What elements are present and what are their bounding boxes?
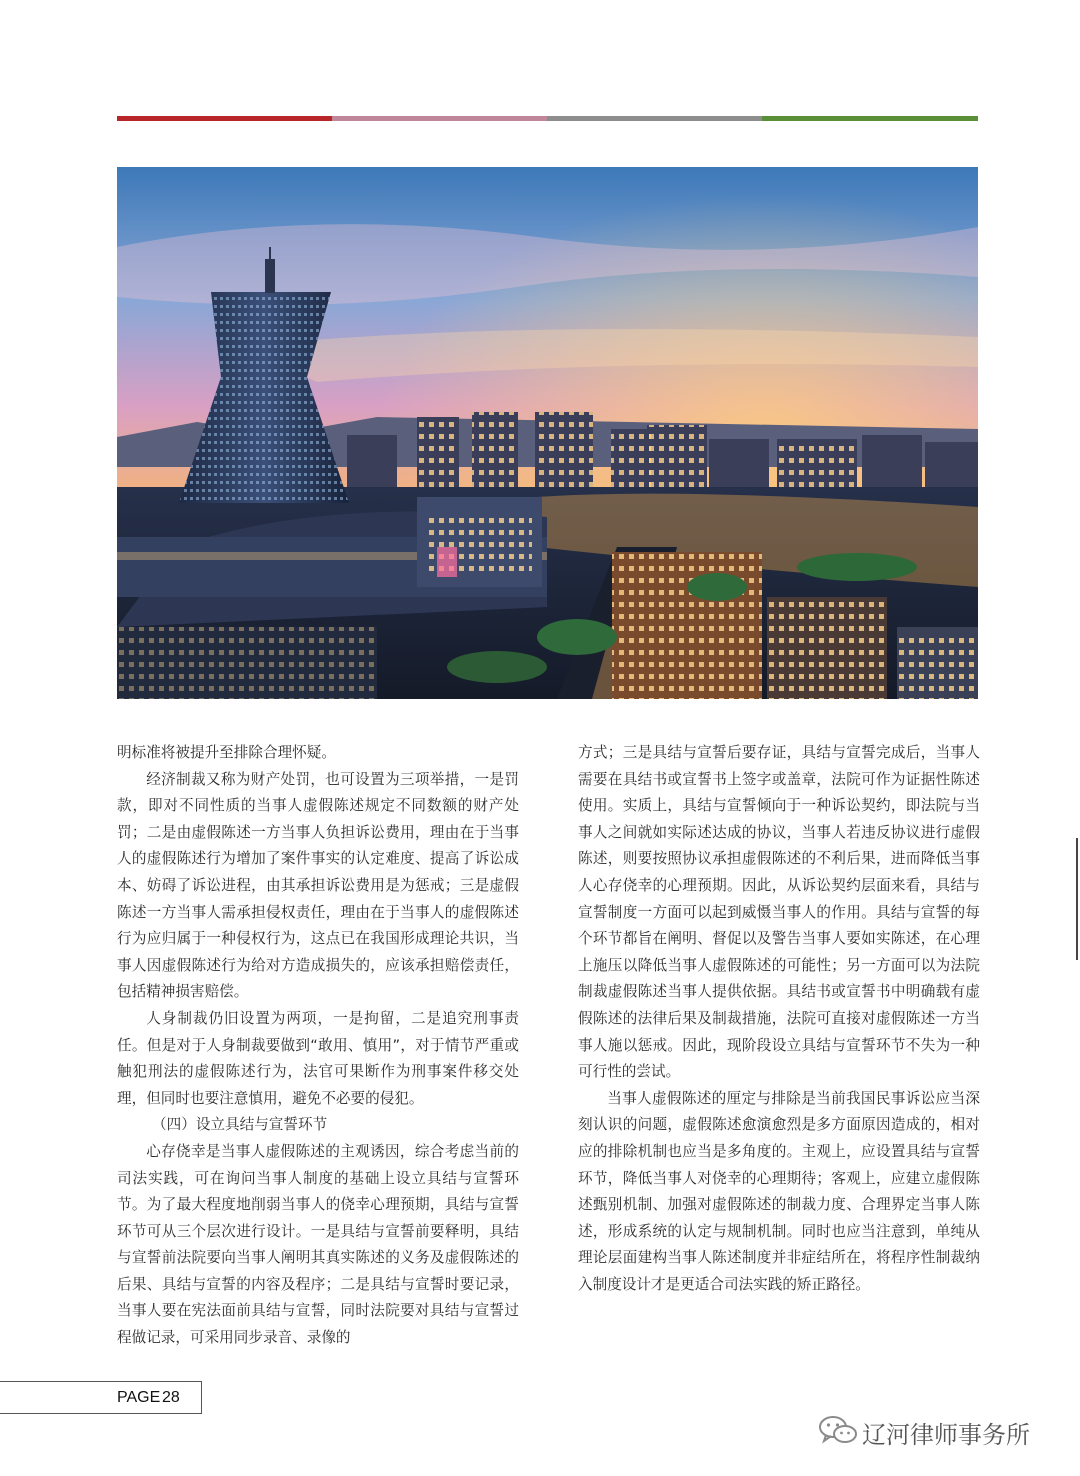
paragraph: 心存侥幸是当事人虚假陈述的主观诱因，综合考虑当前的司法实践，可在询问当事人制度的基础上设立具结与宣誓环节。为了最大程度地削弱当事人的侥幸心理预期，具结与宣誓环节可从三个层次进行设计。一是具结与宣誓前要释明，具结与宣誓前法院要向当事人阐明其真实陈述的义务及虚假陈述的后果、具结与宣誓的内容及程序；二是具结与宣誓时要记录，当事人要在宪法面前具结与宣誓，同时法院要对具结与宣誓过程做记录，可采用同步录音、录像的 xyxy=(117,1142,519,1347)
paragraph: 人身制裁仍旧设置为两项，一是拘留，二是追究刑事责任。但是对于人身制裁要做到“敢用、慎用”，对于情节严重或触犯刑法的虚假陈述行为，法官可果断作为刑事案件移交处理，但同时也要注意慎用，避免不必要的侵犯。 xyxy=(117,1009,519,1107)
header-stripe-pink xyxy=(332,116,547,121)
header-stripe-green xyxy=(762,116,978,121)
header-stripe-gray xyxy=(547,116,762,121)
paragraph: 方式；三是具结与宣誓后要存证，具结与宣誓完成后，当事人需要在具结书或宣誓书上签字或盖章，法院可作为证据性陈述使用。实质上，具结与宣誓倾向于一种诉讼契约，即法院与当事人之间就如实际述达成的协议，当事人若违反协议进行虚假陈述，则要按照协议承担虚假陈述的不利后果，进而降低当事人心存侥幸的心理预期。因此，从诉讼契约层面来看，具结与宣誓制度一方面可以起到威慑当事人的作用。具结与宣誓的每个环节都旨在阐明、督促以及警告当事人要如实陈述，在心理上施压以降低当事人虚假陈述的可能性；另一方面可以为法院制裁虚假陈述当事人提供依据。具结书或宣誓书中明确载有虚假陈述的法律后果及制裁措施，法院可直接对虚假陈述一方当事人施以惩戒。因此，现阶段设立具结与宣誓环节不失为一种可行性的尝试。 xyxy=(578,744,980,1081)
paragraph: 当事人虚假陈述的厘定与排除是当前我国民事诉讼应当深刻认识的问题，虚假陈述愈演愈烈是多方面原因造成的，相对应的排除机制也应当是多角度的。主观上，应设置具结与宣誓环节，降低当事人对侥幸的心理期待；客观上，应建立虚假陈述甄别机制、加强对虚假陈述的制裁力度、合理界定当事人陈述，形成系统的认定与规制机制。同时也应当注意到，单纯从理论层面建构当事人陈述制度并非症结所在，将程序性制裁纳入制度设计才是更适合司法实践的矫正路径。 xyxy=(578,1089,980,1293)
article-column-right xyxy=(578,740,980,1298)
header-stripe-red xyxy=(117,116,332,121)
wechat-icon xyxy=(818,1414,858,1446)
city-skyline-photo xyxy=(117,167,978,699)
paragraph: 明标准将被提升至排除合理怀疑。 xyxy=(117,744,336,761)
page-number: 28 xyxy=(162,1389,180,1406)
page-number-box xyxy=(0,1381,202,1414)
page-edge-rule xyxy=(1076,838,1078,960)
page-label: PAGE xyxy=(117,1389,161,1406)
paragraph: 经济制裁又称为财产处罚，也可设置为三项举措，一是罚款，即对不同性质的当事人虚假陈述规定不同数额的财产处罚；二是由虚假陈述一方当事人负担诉讼费用，理由在于当事人的虚假陈述行为增加了案件事实的认定难度、提高了诉讼成本、妨碍了诉讼进程，由其承担诉讼费用是为惩戒；三是虚假陈述一方当事人需承担侵权责任，理由在于当事人的虚假陈述行为应归属于一种侵权行为，这点已在我国形成理论共识，当事人因虚假陈述行为给对方造成损失的，应该承担赔偿责任，包括精神损害赔偿。 xyxy=(117,770,519,1001)
brand-name: 辽河律师事务所 xyxy=(862,1421,1030,1449)
section-heading: （四）设立具结与宣誓环节 xyxy=(152,1116,328,1134)
article-column-left xyxy=(117,740,519,1352)
